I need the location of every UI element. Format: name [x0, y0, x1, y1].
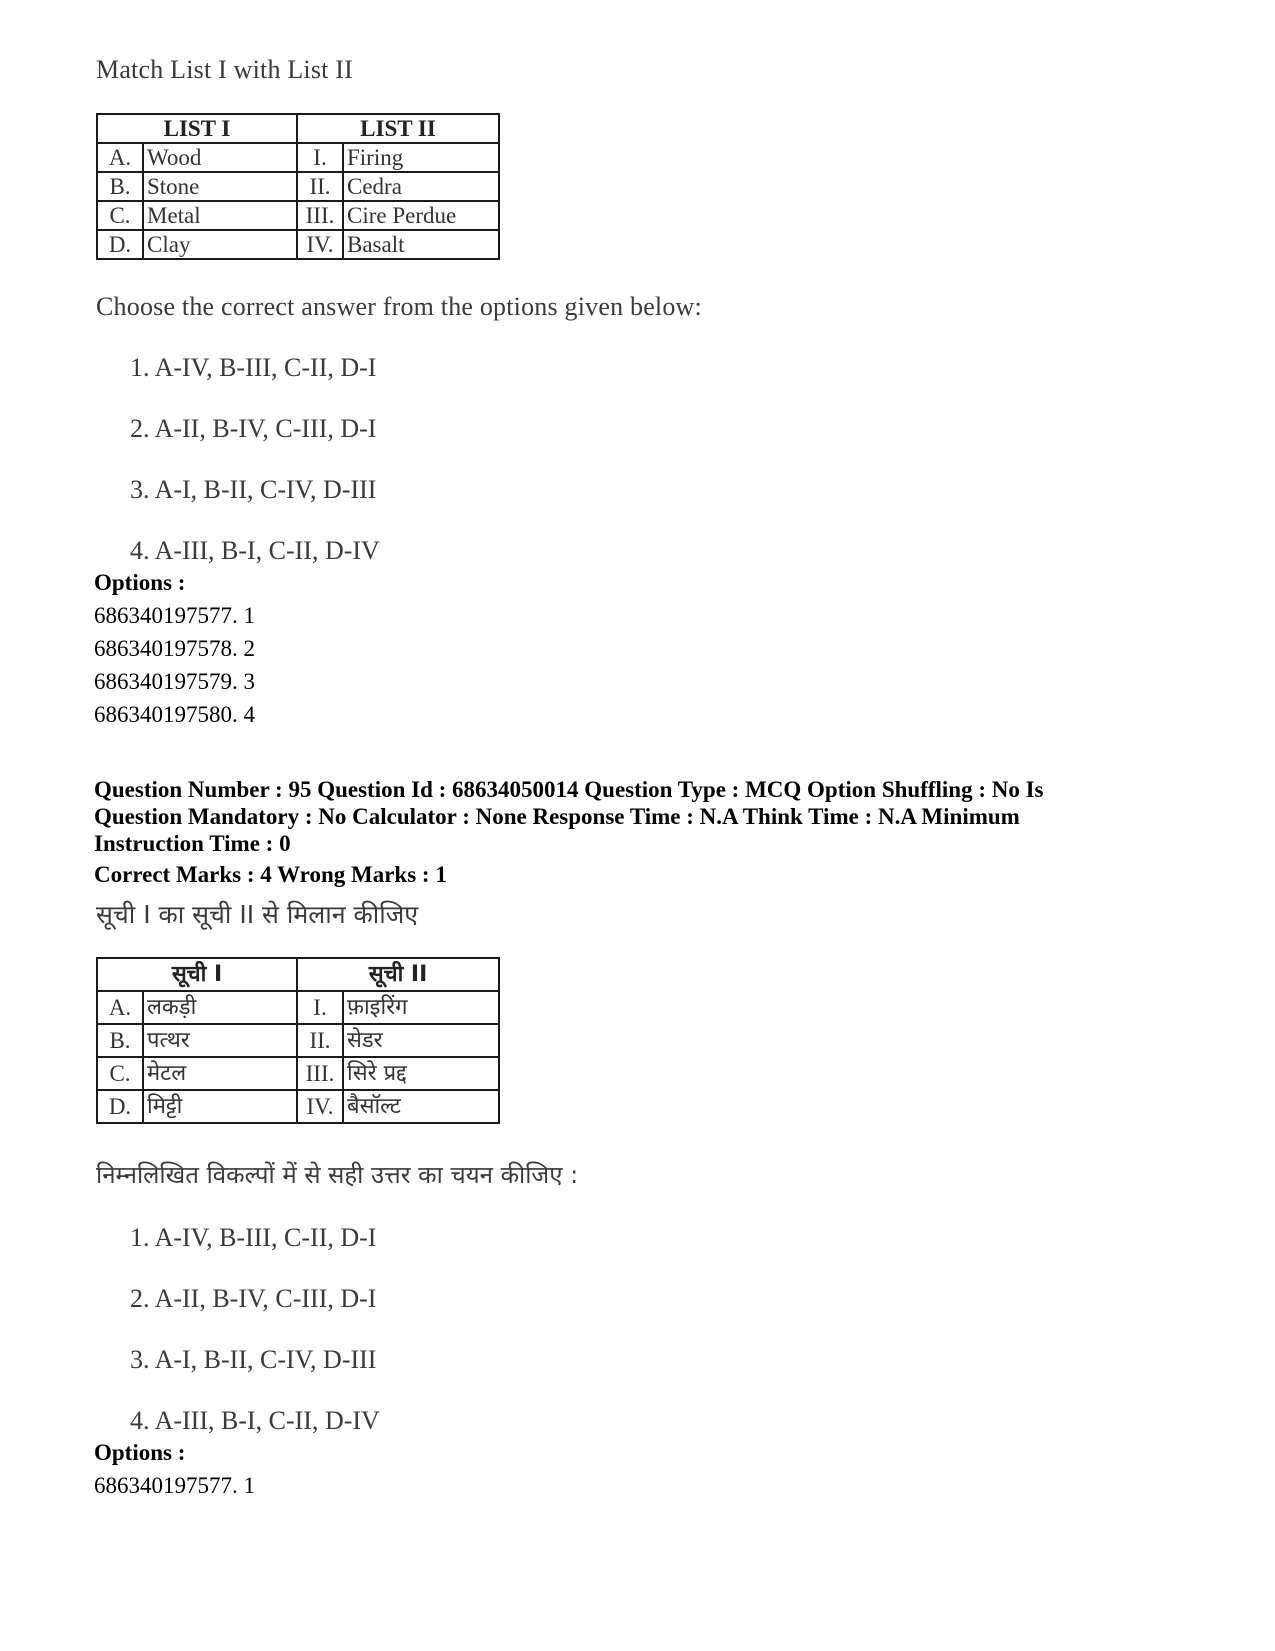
q1-choice-2: 2. A-II, B-IV, C-III, D-I — [130, 414, 377, 443]
list1-key: D. — [97, 230, 143, 259]
list1-value: Metal — [143, 201, 297, 230]
q1-option-2: 686340197578. 2 — [94, 636, 255, 661]
q2-choice-2: 2. A-II, B-IV, C-III, D-I — [130, 1284, 377, 1313]
list2-value: फ़ाइरिंग — [343, 991, 499, 1024]
list1-header: सूची I — [97, 958, 297, 991]
table-row — [97, 1024, 499, 1057]
q2-marks: Correct Marks : 4 Wrong Marks : 1 — [94, 862, 447, 887]
q1-prompt: Match List I with List II — [96, 55, 354, 84]
q1-match-table — [96, 113, 500, 260]
list1-key: A. — [97, 143, 143, 172]
list2-header: सूची II — [297, 958, 499, 991]
list1-key: C. — [97, 1057, 143, 1090]
q1-option-4: 686340197580. 4 — [94, 702, 255, 727]
list2-value: सेडर — [343, 1024, 499, 1057]
list2-value: Cire Perdue — [343, 201, 499, 230]
table-row — [97, 1057, 499, 1090]
q1-choose-instruction: Choose the correct answer from the options given below: — [96, 292, 702, 321]
q2-choose-instruction: निम्नलिखित विकल्पों में से सही उत्तर का चयन कीजिए : — [96, 1161, 579, 1189]
list2-value: सिरे प्रद्द — [343, 1057, 499, 1090]
table-row — [97, 230, 499, 259]
list1-key: B. — [97, 1024, 143, 1057]
table-row — [97, 143, 499, 172]
list2-value: Basalt — [343, 230, 499, 259]
list2-key: IV. — [297, 230, 343, 259]
list2-key: III. — [297, 201, 343, 230]
q1-choice-1: 1. A-IV, B-III, C-II, D-I — [130, 353, 377, 382]
table-row — [97, 1090, 499, 1123]
q2-options-label: Options : — [94, 1440, 186, 1465]
table-row — [97, 172, 499, 201]
list2-key: I. — [297, 991, 343, 1024]
list2-value: Cedra — [343, 172, 499, 201]
q1-option-3: 686340197579. 3 — [94, 669, 255, 694]
table-row — [97, 991, 499, 1024]
table-header-row — [97, 958, 499, 991]
list1-value: पत्थर — [143, 1024, 297, 1057]
q2-prompt: सूची I का सूची II से मिलान कीजिए — [96, 900, 419, 929]
list1-value: Wood — [143, 143, 297, 172]
list2-header: LIST II — [297, 114, 499, 143]
list1-key: A. — [97, 991, 143, 1024]
q1-option-1: 686340197577. 1 — [94, 603, 255, 628]
list1-value: लकड़ी — [143, 991, 297, 1024]
list1-key: C. — [97, 201, 143, 230]
list1-value: मेटल — [143, 1057, 297, 1090]
table-header-row — [97, 114, 499, 143]
q2-choice-4: 4. A-III, B-I, C-II, D-IV — [130, 1406, 380, 1435]
list1-value: Clay — [143, 230, 297, 259]
q1-options-label: Options : — [94, 570, 186, 595]
table-row — [97, 201, 499, 230]
list1-header: LIST I — [97, 114, 297, 143]
q2-question-meta: Question Number : 95 Question Id : 68634050014 Question Type : MCQ Option Shuffling : No Is Question Mandatory : No Calculator : None Response Time : N.A Think Time : N.A Minimum Instruction Time : 0 — [94, 777, 1044, 856]
list1-key: D. — [97, 1090, 143, 1123]
list1-key: B. — [97, 172, 143, 201]
q1-choice-4: 4. A-III, B-I, C-II, D-IV — [130, 536, 380, 565]
list2-key: II. — [297, 1024, 343, 1057]
list2-value: Firing — [343, 143, 499, 172]
list2-key: I. — [297, 143, 343, 172]
q2-choice-1: 1. A-IV, B-III, C-II, D-I — [130, 1223, 377, 1252]
q2-choice-3: 3. A-I, B-II, C-IV, D-III — [130, 1345, 377, 1374]
list2-value: बैसॉल्ट — [343, 1090, 499, 1123]
list2-key: III. — [297, 1057, 343, 1090]
q1-choice-3: 3. A-I, B-II, C-IV, D-III — [130, 475, 377, 504]
list2-key: II. — [297, 172, 343, 201]
q2-option-1: 686340197577. 1 — [94, 1473, 255, 1498]
list2-key: IV. — [297, 1090, 343, 1123]
q2-match-table — [96, 957, 500, 1124]
list1-value: Stone — [143, 172, 297, 201]
list1-value: मिट्टी — [143, 1090, 297, 1123]
